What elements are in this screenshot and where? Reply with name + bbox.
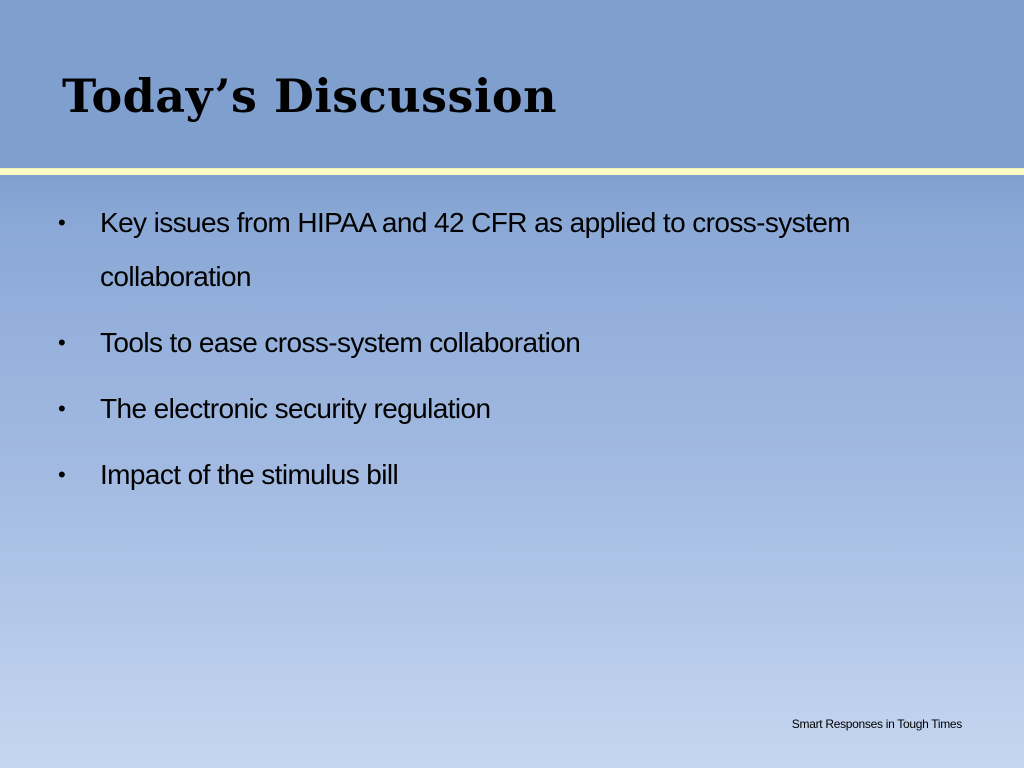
slide-footer: Smart Responses in Tough Times [791,717,962,731]
slide-title: Today’s Discussion [62,69,558,123]
bullet-icon: • [58,396,66,421]
bullet-item [56,382,976,436]
slide-header [0,0,1024,168]
bullet-item [56,196,976,304]
bullet-item [56,448,976,502]
bullet-text: The electronic security regulation [100,393,491,424]
bullet-icon: • [58,210,66,235]
bullet-text: Impact of the stimulus bill [100,459,399,490]
bullet-text: Tools to ease cross-system collaboration [100,327,581,358]
bullet-icon: • [58,330,66,355]
bullet-text: Key issues from HIPAA and 42 CFR as applied to cross-system collaboration [100,207,850,292]
bullet-list [56,196,976,514]
bullet-item [56,316,976,370]
title-divider [0,168,1024,175]
bullet-icon: • [58,462,66,487]
